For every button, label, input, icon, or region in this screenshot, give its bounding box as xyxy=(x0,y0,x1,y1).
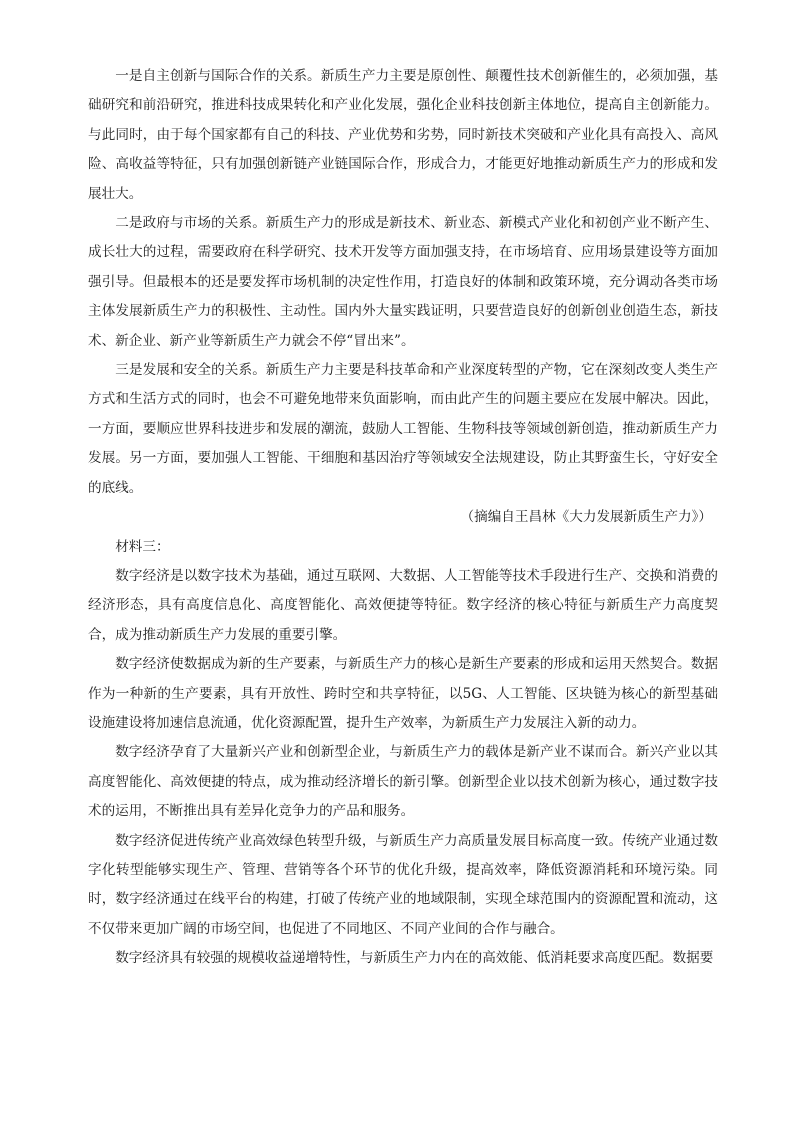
paragraph-scale-returns: 数字经济具有较强的规模收益递增特性，与新质生产力内在的高效能、低消耗要求高度匹配。数据要 xyxy=(115,950,714,967)
document-body xyxy=(88,62,718,974)
paragraph-digital-economy-definition: 数字经济是以数字技术为基础，通过互联网、大数据、人工智能等技术手段进行生产、交换和消费的经济形态，具有高度信息化、高度智能化、高效便捷等特征。数字经济的核心特征与新质生产力高度契合，成为推动新质生产力发展的重要引擎。 xyxy=(88,567,718,643)
paragraph-development-security: 三是发展和安全的关系。新质生产力主要是科技革命和产业深度转型的产物，它在深刻改变人类生产方式和生活方式的同时，也会不可避免地带来负面影响，而由此产生的问题主要应在发展中解决。因此，一方面，要顺应世界科技进步和发展的潮流，鼓励人工智能、生物科技等领域创新创造，推动新质生产力发展。另一方面，要加强人工智能、干细胞和基因治疗等领域安全法规建设，防止其野蛮生长，守好安全的底线。 xyxy=(88,362,718,496)
paragraph-data-factor: 数字经济使数据成为新的生产要素，与新质生产力的核心是新生产要素的形成和运用天然契合。数据作为一种新的生产要素，具有开放性、跨时空和共享特征，以5G、人工智能、区块链为核心的新型基础设施建设将加速信息流通，优化资源配置，提升生产效率，为新质生产力发展注入新的动力。 xyxy=(88,656,718,731)
paragraph-new-industries: 数字经济孕育了大量新兴产业和创新型企业，与新质生产力的载体是新产业不谋而合。新兴产业以其高度智能化、高效便捷的特点，成为推动经济增长的新引擎。创新型企业以技术创新为核心，通过数字技术的运用，不断推出具有差异化竞争力的产品和服务。 xyxy=(88,744,718,820)
paragraph-government-market: 二是政府与市场的关系。新质生产力的形成是新技术、新业态、新模式产业化和初创产业不断产生、成长壮大的过程，需要政府在科学研究、技术开发等方面加强支持，在市场培育、应用场景建设等方面加强引导。但最根本的还是要发挥市场机制的决定性作用，打造良好的体制和政策环境，充分调动各类市场主体发展新质生产力的积极性、主动性。国内外大量实践证明，只要营造良好的创新创业创造生态，新技术、新企业、新产业等新质生产力就会不停“冒出来”。 xyxy=(88,215,718,349)
source-citation: （摘编自王昌林《大力发展新质生产力》） xyxy=(460,509,712,526)
material-three-heading: 材料三： xyxy=(115,538,170,555)
paragraph-traditional-transformation: 数字经济促进传统产业高效绿色转型升级，与新质生产力高质量发展目标高度一致。传统产业通过数字化转型能够实现生产、管理、营销等各个环节的优化升级，提高效率，降低资源消耗和环境污染。同时，数字经济通过在线平台的构建，打破了传统产业的地域限制，实现全球范围内的资源配置和流动，这不仅带来更加广阔的市场空间，也促进了不同地区、不同产业间的合作与融合。 xyxy=(88,832,718,937)
paragraph-innovation-cooperation: 一是自主创新与国际合作的关系。新质生产力主要是原创性、颠覆性技术创新催生的，必须加强，基础研究和前沿研究，推进科技成果转化和产业化发展，强化企业科技创新主体地位，提高自主创新能力。与此同时，由于每个国家都有自己的科技、产业优势和劣势，同时新技术突破和产业化具有高投入、高风险、高收益等特征，只有加强创新链产业链国际合作，形成合力，才能更好地推动新质生产力的形成和发展壮大。 xyxy=(88,68,718,202)
